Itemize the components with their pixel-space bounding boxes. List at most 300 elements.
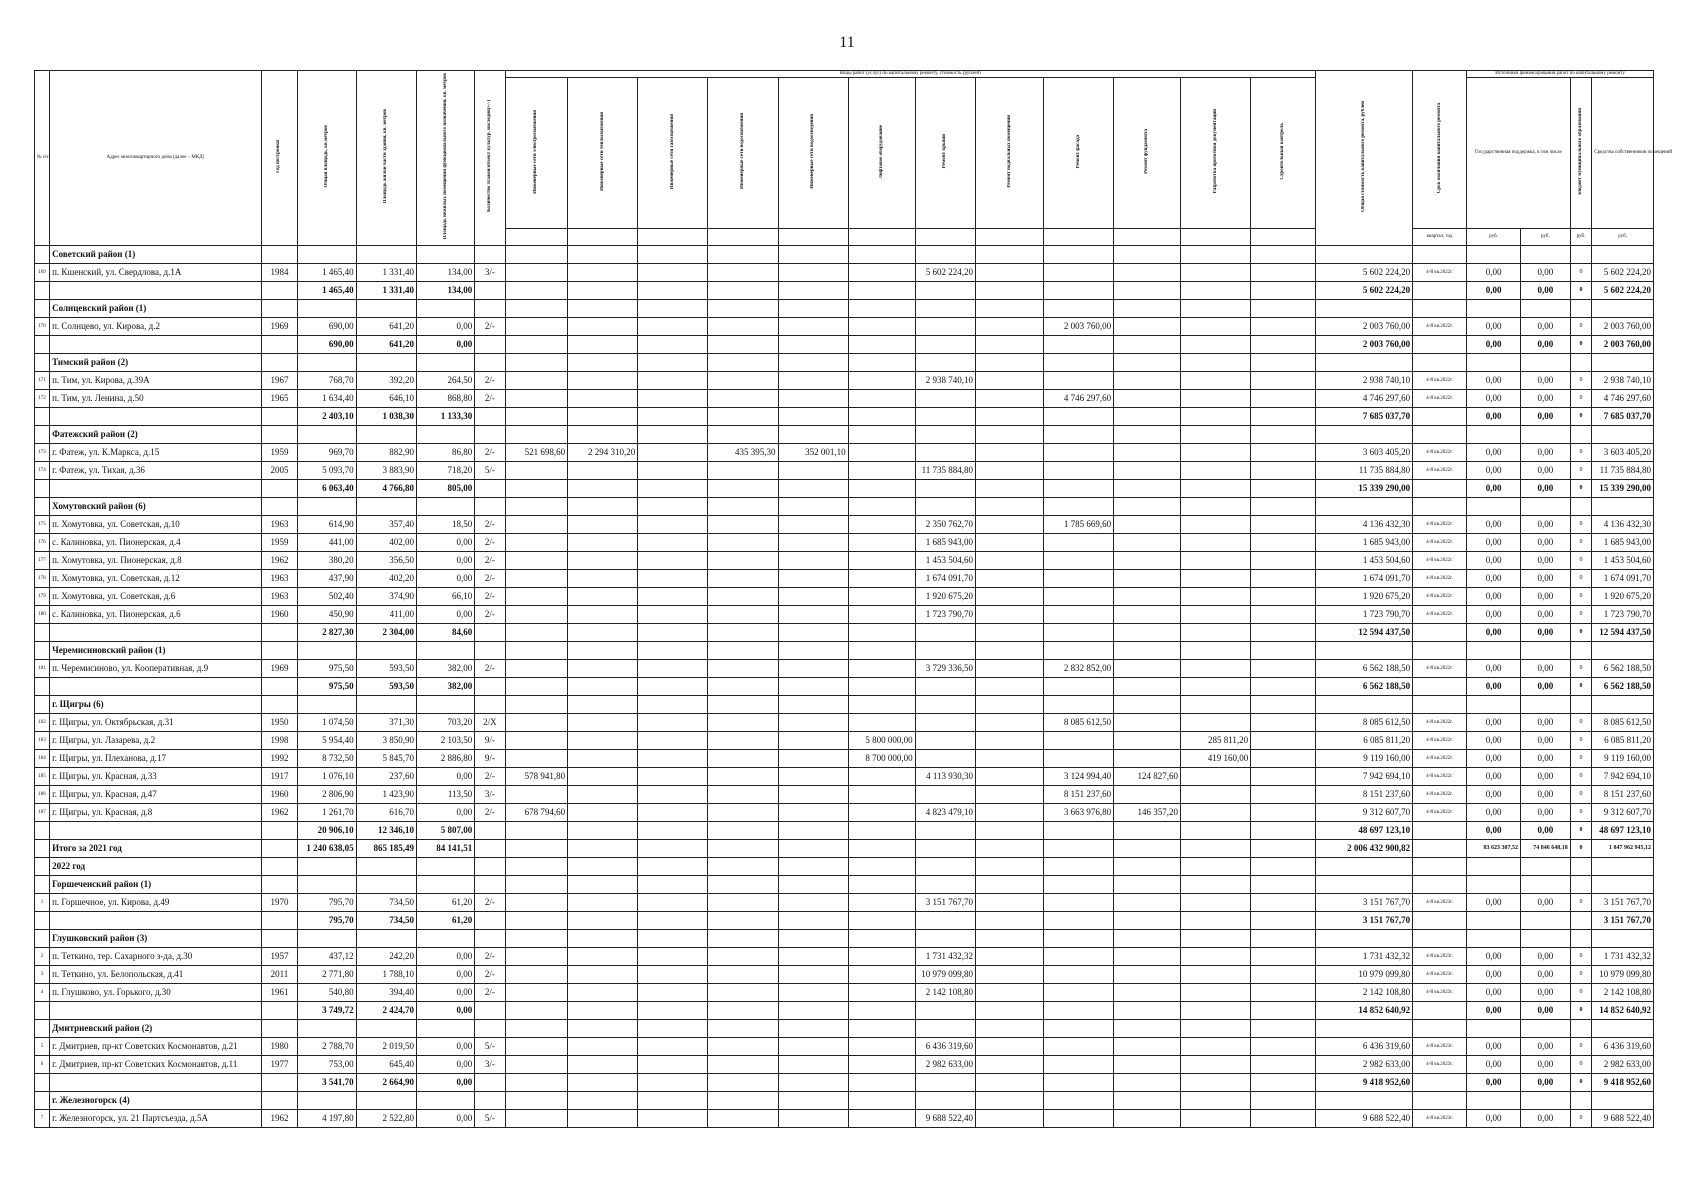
row-work-cost — [708, 1002, 778, 1020]
row-year: 1959 — [261, 444, 298, 462]
row-work-cost — [505, 822, 568, 840]
row-work-cost — [848, 948, 915, 966]
row-owners: 7 942 694,10 — [1592, 768, 1654, 786]
row-work-cost — [505, 336, 568, 354]
row-work-cost — [708, 660, 778, 678]
row-work-cost — [638, 462, 708, 480]
row-number: 169 — [35, 264, 50, 282]
row-total-cost: 1 920 675,20 — [1316, 588, 1413, 606]
row-address: п. Горшечное, ул. Кирова, д.49 — [50, 894, 262, 912]
row-work-cost — [1181, 606, 1251, 624]
row-work-cost — [638, 1002, 708, 1020]
row-municipal: 0 — [1570, 282, 1592, 300]
row-owners: 8 085 612,50 — [1592, 714, 1654, 732]
row-term: 4-й кв.2022г. — [1413, 750, 1467, 768]
row-term — [1413, 498, 1467, 516]
row-work-cost — [1251, 354, 1316, 372]
row-owners: 2 982 633,00 — [1592, 1056, 1654, 1074]
row-work-cost — [976, 462, 1044, 480]
row-municipal: 0 — [1570, 534, 1592, 552]
row-work-cost — [915, 246, 975, 264]
row-nonres-area: 61,20 — [417, 894, 475, 912]
row-year — [261, 1074, 298, 1092]
row-regional — [1521, 1092, 1571, 1110]
row-work-cost — [915, 444, 975, 462]
row-work-cost — [1251, 516, 1316, 534]
row-work-cost — [1114, 1002, 1181, 1020]
table-row — [35, 804, 1654, 822]
row-owners: 2 142 108,80 — [1592, 984, 1654, 1002]
row-work-cost — [568, 966, 638, 984]
work-header-basement: Ремонт подвальных помещений — [976, 78, 1044, 229]
row-work-cost — [568, 840, 638, 858]
row-nonres-area: 0,00 — [417, 1002, 475, 1020]
row-total-cost — [1316, 876, 1413, 894]
row-work-cost — [976, 588, 1044, 606]
row-work-cost — [1044, 624, 1114, 642]
row-work-cost — [848, 372, 915, 390]
row-work-cost — [568, 534, 638, 552]
row-total-cost: 2 938 740,10 — [1316, 372, 1413, 390]
table-row — [35, 318, 1654, 336]
row-total-area — [298, 876, 356, 894]
row-work-cost — [848, 786, 915, 804]
row-work-cost — [505, 318, 568, 336]
row-number: 186 — [35, 786, 50, 804]
row-fund: 0,00 — [1467, 570, 1521, 588]
row-work-cost — [1181, 534, 1251, 552]
row-work-cost — [1181, 588, 1251, 606]
row-total-area: 1 240 638,05 — [298, 840, 356, 858]
row-work-cost — [848, 390, 915, 408]
row-work-cost — [1044, 876, 1114, 894]
row-work-cost — [778, 840, 848, 858]
row-number: 7 — [35, 1110, 50, 1128]
row-work-cost — [708, 372, 778, 390]
row-regional — [1521, 300, 1571, 318]
row-year — [261, 480, 298, 498]
row-work-cost — [976, 714, 1044, 732]
row-work-cost — [848, 516, 915, 534]
row-fund: 0,00 — [1467, 786, 1521, 804]
row-nonres-area: 0,00 — [417, 318, 475, 336]
row-work-cost — [976, 768, 1044, 786]
row-year: 1965 — [261, 390, 298, 408]
row-number — [35, 480, 50, 498]
row-municipal: 0 — [1570, 570, 1592, 588]
row-municipal — [1570, 426, 1592, 444]
row-regional: 0,00 — [1521, 516, 1571, 534]
row-number — [35, 408, 50, 426]
row-work-cost — [638, 1074, 708, 1092]
row-work-cost: 3 663 976,80 — [1044, 804, 1114, 822]
row-number: 180 — [35, 606, 50, 624]
row-regional — [1521, 912, 1571, 930]
row-regional: 0,00 — [1521, 444, 1571, 462]
row-work-cost — [848, 930, 915, 948]
subtotal-row — [35, 480, 1654, 498]
work-header-electric: Инженерные сети электроснабжения — [505, 78, 568, 229]
row-nonres-area — [417, 1092, 475, 1110]
row-total-cost: 8 151 237,60 — [1316, 786, 1413, 804]
row-nonres-area — [417, 696, 475, 714]
row-work-cost — [1114, 426, 1181, 444]
row-work-cost — [1114, 714, 1181, 732]
row-work-cost — [568, 390, 638, 408]
row-number: 183 — [35, 732, 50, 750]
row-work-cost — [778, 480, 848, 498]
row-work-cost — [568, 498, 638, 516]
row-work-cost — [568, 300, 638, 318]
row-total-cost: 3 151 767,70 — [1316, 912, 1413, 930]
row-work-cost — [505, 966, 568, 984]
row-work-cost — [1114, 930, 1181, 948]
row-total-area — [298, 300, 356, 318]
row-term — [1413, 624, 1467, 642]
unit-term: квартал, год — [1413, 229, 1467, 246]
row-work-cost — [976, 282, 1044, 300]
subtotal-row — [35, 624, 1654, 642]
row-work-cost — [568, 678, 638, 696]
table-row — [35, 714, 1654, 732]
row-nonres-area: 18,50 — [417, 516, 475, 534]
row-work-cost — [1251, 912, 1316, 930]
row-owners: 9 688 522,40 — [1592, 1110, 1654, 1128]
row-total-area: 975,50 — [298, 678, 356, 696]
table-row — [35, 1110, 1654, 1128]
row-work-cost — [1181, 804, 1251, 822]
row-work-cost — [568, 282, 638, 300]
row-number: 175 — [35, 516, 50, 534]
row-owners: 4 746 297,60 — [1592, 390, 1654, 408]
row-municipal: 0 — [1570, 606, 1592, 624]
row-work-cost — [915, 876, 975, 894]
district-row — [35, 300, 1654, 318]
row-work-cost — [568, 984, 638, 1002]
row-total-cost: 1 723 790,70 — [1316, 606, 1413, 624]
row-work-cost — [505, 894, 568, 912]
row-municipal: 0 — [1570, 318, 1592, 336]
row-owners: 9 418 952,60 — [1592, 1074, 1654, 1092]
row-work-cost — [505, 606, 568, 624]
row-work-cost — [505, 588, 568, 606]
row-work-cost — [1251, 858, 1316, 876]
row-work-cost — [848, 1002, 915, 1020]
row-term: 4-й кв.2022г. — [1413, 264, 1467, 282]
row-owners: 15 339 290,00 — [1592, 480, 1654, 498]
row-work-cost — [1251, 1020, 1316, 1038]
row-living-area: 411,00 — [356, 606, 416, 624]
row-work-cost: 4 746 297,60 — [1044, 390, 1114, 408]
row-regional — [1521, 930, 1571, 948]
row-owners: 2 938 740,10 — [1592, 372, 1654, 390]
row-fund — [1467, 246, 1521, 264]
row-nonres-area: 0,00 — [417, 804, 475, 822]
row-fund: 0,00 — [1467, 372, 1521, 390]
row-year — [261, 858, 298, 876]
row-address: г. Фатеж, ул. К.Маркса, д.15 — [50, 444, 262, 462]
row-living-area — [356, 858, 416, 876]
row-work-cost: 1 723 790,70 — [915, 606, 975, 624]
row-work-cost — [778, 696, 848, 714]
row-work-cost — [778, 822, 848, 840]
row-number: 2 — [35, 948, 50, 966]
row-total-area — [298, 498, 356, 516]
row-work-cost — [848, 624, 915, 642]
row-work-cost — [976, 840, 1044, 858]
row-work-cost — [1044, 264, 1114, 282]
row-number: 5 — [35, 1038, 50, 1056]
row-work-cost — [915, 840, 975, 858]
row-total-area: 502,40 — [298, 588, 356, 606]
row-work-cost — [505, 786, 568, 804]
table-row — [35, 786, 1654, 804]
row-work-cost: 521 698,60 — [505, 444, 568, 462]
row-work-cost — [1251, 696, 1316, 714]
row-work-cost — [1114, 336, 1181, 354]
row-work-cost — [1044, 642, 1114, 660]
table-row — [35, 1038, 1654, 1056]
row-work-cost — [915, 336, 975, 354]
row-work-cost: 3 729 336,50 — [915, 660, 975, 678]
row-work-cost — [1181, 660, 1251, 678]
row-work-cost — [708, 1038, 778, 1056]
row-address: г. Щигры, ул. Плеханова, д.17 — [50, 750, 262, 768]
row-work-cost — [568, 480, 638, 498]
row-work-cost — [915, 624, 975, 642]
row-work-cost — [1114, 984, 1181, 1002]
row-work-cost — [976, 354, 1044, 372]
row-work-cost — [1181, 354, 1251, 372]
row-work-cost — [1114, 1110, 1181, 1128]
row-work-cost — [708, 336, 778, 354]
row-work-cost — [778, 1074, 848, 1092]
row-living-area: 645,40 — [356, 1056, 416, 1074]
row-living-area: 1 038,30 — [356, 408, 416, 426]
row-nonres-area: 382,00 — [417, 660, 475, 678]
row-work-cost — [848, 1110, 915, 1128]
row-work-cost — [778, 246, 848, 264]
row-floors: 2/- — [475, 894, 505, 912]
unit-rub-fund: руб. — [1467, 229, 1521, 246]
row-work-cost — [505, 462, 568, 480]
row-total-area: 1 634,40 — [298, 390, 356, 408]
row-regional: 0,00 — [1521, 264, 1571, 282]
row-nonres-area: 134,00 — [417, 282, 475, 300]
row-work-cost — [1181, 444, 1251, 462]
row-work-cost — [568, 948, 638, 966]
row-work-cost — [505, 516, 568, 534]
row-address: Итого за 2021 год — [50, 840, 262, 858]
row-total-area: 795,70 — [298, 894, 356, 912]
row-living-area: 734,50 — [356, 912, 416, 930]
row-work-cost — [505, 426, 568, 444]
row-fund: 0,00 — [1467, 1002, 1521, 1020]
row-work-cost — [778, 1056, 848, 1074]
row-municipal: 0 — [1570, 750, 1592, 768]
row-owners — [1592, 354, 1654, 372]
row-total-cost: 10 979 099,80 — [1316, 966, 1413, 984]
row-municipal — [1570, 642, 1592, 660]
row-work-cost — [976, 300, 1044, 318]
row-work-cost — [1181, 642, 1251, 660]
row-fund: 83 623 307,52 — [1467, 840, 1521, 858]
row-work-cost — [568, 1056, 638, 1074]
row-work-cost — [778, 354, 848, 372]
row-work-cost — [568, 660, 638, 678]
row-work-cost — [708, 930, 778, 948]
row-fund — [1467, 912, 1521, 930]
row-municipal: 0 — [1570, 786, 1592, 804]
row-work-cost — [505, 372, 568, 390]
row-nonres-area: 868,80 — [417, 390, 475, 408]
table-row — [35, 750, 1654, 768]
row-floors: 2/Х — [475, 714, 505, 732]
row-work-cost — [505, 912, 568, 930]
row-nonres-area: 703,20 — [417, 714, 475, 732]
row-floors — [475, 282, 505, 300]
row-work-cost — [505, 264, 568, 282]
row-work-cost — [708, 1020, 778, 1038]
row-work-cost — [976, 318, 1044, 336]
row-work-cost — [848, 534, 915, 552]
row-work-cost: 4 823 479,10 — [915, 804, 975, 822]
row-term: 4-й кв.2022г. — [1413, 516, 1467, 534]
row-floors — [475, 930, 505, 948]
row-municipal — [1570, 246, 1592, 264]
row-work-cost — [638, 516, 708, 534]
row-term — [1413, 840, 1467, 858]
table-row — [35, 1056, 1654, 1074]
row-fund: 0,00 — [1467, 264, 1521, 282]
row-work-cost — [638, 876, 708, 894]
row-work-cost — [1181, 336, 1251, 354]
subtotal-row — [35, 336, 1654, 354]
row-municipal: 0 — [1570, 804, 1592, 822]
row-work-cost — [1114, 606, 1181, 624]
row-number: 173 — [35, 444, 50, 462]
row-floors — [475, 480, 505, 498]
row-work-cost — [1114, 966, 1181, 984]
row-work-cost — [708, 624, 778, 642]
row-number: 174 — [35, 462, 50, 480]
row-year — [261, 876, 298, 894]
row-total-cost — [1316, 498, 1413, 516]
row-work-cost — [976, 732, 1044, 750]
row-total-cost — [1316, 300, 1413, 318]
row-work-cost — [708, 1110, 778, 1128]
row-work-cost — [915, 408, 975, 426]
row-living-area: 2 304,00 — [356, 624, 416, 642]
row-number: 178 — [35, 570, 50, 588]
row-owners: 1 685 943,00 — [1592, 534, 1654, 552]
row-term — [1413, 696, 1467, 714]
row-work-cost — [1044, 1074, 1114, 1092]
row-work-cost — [638, 282, 708, 300]
row-total-cost: 48 697 123,10 — [1316, 822, 1413, 840]
row-work-cost — [1114, 462, 1181, 480]
row-work-cost — [848, 1038, 915, 1056]
row-work-cost — [1114, 642, 1181, 660]
row-municipal: 0 — [1570, 822, 1592, 840]
row-work-cost — [1114, 570, 1181, 588]
row-nonres-area: 0,00 — [417, 1056, 475, 1074]
row-work-cost — [778, 714, 848, 732]
row-total-area: 975,50 — [298, 660, 356, 678]
row-work-cost — [568, 750, 638, 768]
row-work-cost — [976, 552, 1044, 570]
row-total-area: 1 261,70 — [298, 804, 356, 822]
row-total-area: 690,00 — [298, 318, 356, 336]
row-work-cost — [976, 786, 1044, 804]
row-work-cost — [638, 984, 708, 1002]
row-work-cost — [1114, 408, 1181, 426]
row-floors: 2/- — [475, 768, 505, 786]
row-address: п. Тим, ул. Кирова, д.39А — [50, 372, 262, 390]
row-work-cost — [915, 714, 975, 732]
row-total-cost — [1316, 642, 1413, 660]
row-fund: 0,00 — [1467, 336, 1521, 354]
row-total-cost: 3 151 767,70 — [1316, 894, 1413, 912]
row-work-cost — [848, 408, 915, 426]
row-work-cost — [1044, 1002, 1114, 1020]
row-work-cost — [708, 282, 778, 300]
row-floors: 2/- — [475, 552, 505, 570]
work-header-roof: Ремонт крыши — [915, 78, 975, 229]
capital-repair-table — [34, 70, 1673, 1128]
row-municipal — [1570, 1092, 1592, 1110]
row-address — [50, 408, 262, 426]
row-year — [261, 246, 298, 264]
row-term — [1413, 876, 1467, 894]
row-work-cost — [848, 1020, 915, 1038]
row-year: 1969 — [261, 318, 298, 336]
row-total-cost: 4 136 432,30 — [1316, 516, 1413, 534]
row-total-cost: 2 006 432 900,82 — [1316, 840, 1413, 858]
row-work-cost — [708, 552, 778, 570]
row-regional: 0,00 — [1521, 336, 1571, 354]
row-nonres-area: 805,00 — [417, 480, 475, 498]
row-work-cost — [1251, 1110, 1316, 1128]
row-work-cost — [708, 714, 778, 732]
row-work-cost — [708, 426, 778, 444]
row-work-cost — [1181, 714, 1251, 732]
row-work-cost — [1044, 966, 1114, 984]
table-row — [35, 516, 1654, 534]
row-floors — [475, 354, 505, 372]
row-work-cost — [1114, 444, 1181, 462]
row-work-cost — [778, 1110, 848, 1128]
row-total-cost: 5 602 224,20 — [1316, 282, 1413, 300]
row-living-area: 357,40 — [356, 516, 416, 534]
row-work-cost — [638, 858, 708, 876]
row-work-cost — [915, 858, 975, 876]
row-municipal: 0 — [1570, 966, 1592, 984]
row-work-cost — [976, 804, 1044, 822]
row-address: г. Дмитриев, пр-кт Советских Космонавтов, д.21 — [50, 1038, 262, 1056]
row-floors — [475, 1020, 505, 1038]
row-work-cost — [1044, 552, 1114, 570]
row-work-cost — [1251, 570, 1316, 588]
district-row — [35, 696, 1654, 714]
row-term: 4-й кв.2022г. — [1413, 318, 1467, 336]
row-work-cost — [848, 498, 915, 516]
row-work-cost — [915, 912, 975, 930]
row-work-cost — [1251, 552, 1316, 570]
work-header-foundation: Ремонт фундамента — [1114, 78, 1181, 229]
row-work-cost — [1044, 606, 1114, 624]
row-floors — [475, 246, 505, 264]
